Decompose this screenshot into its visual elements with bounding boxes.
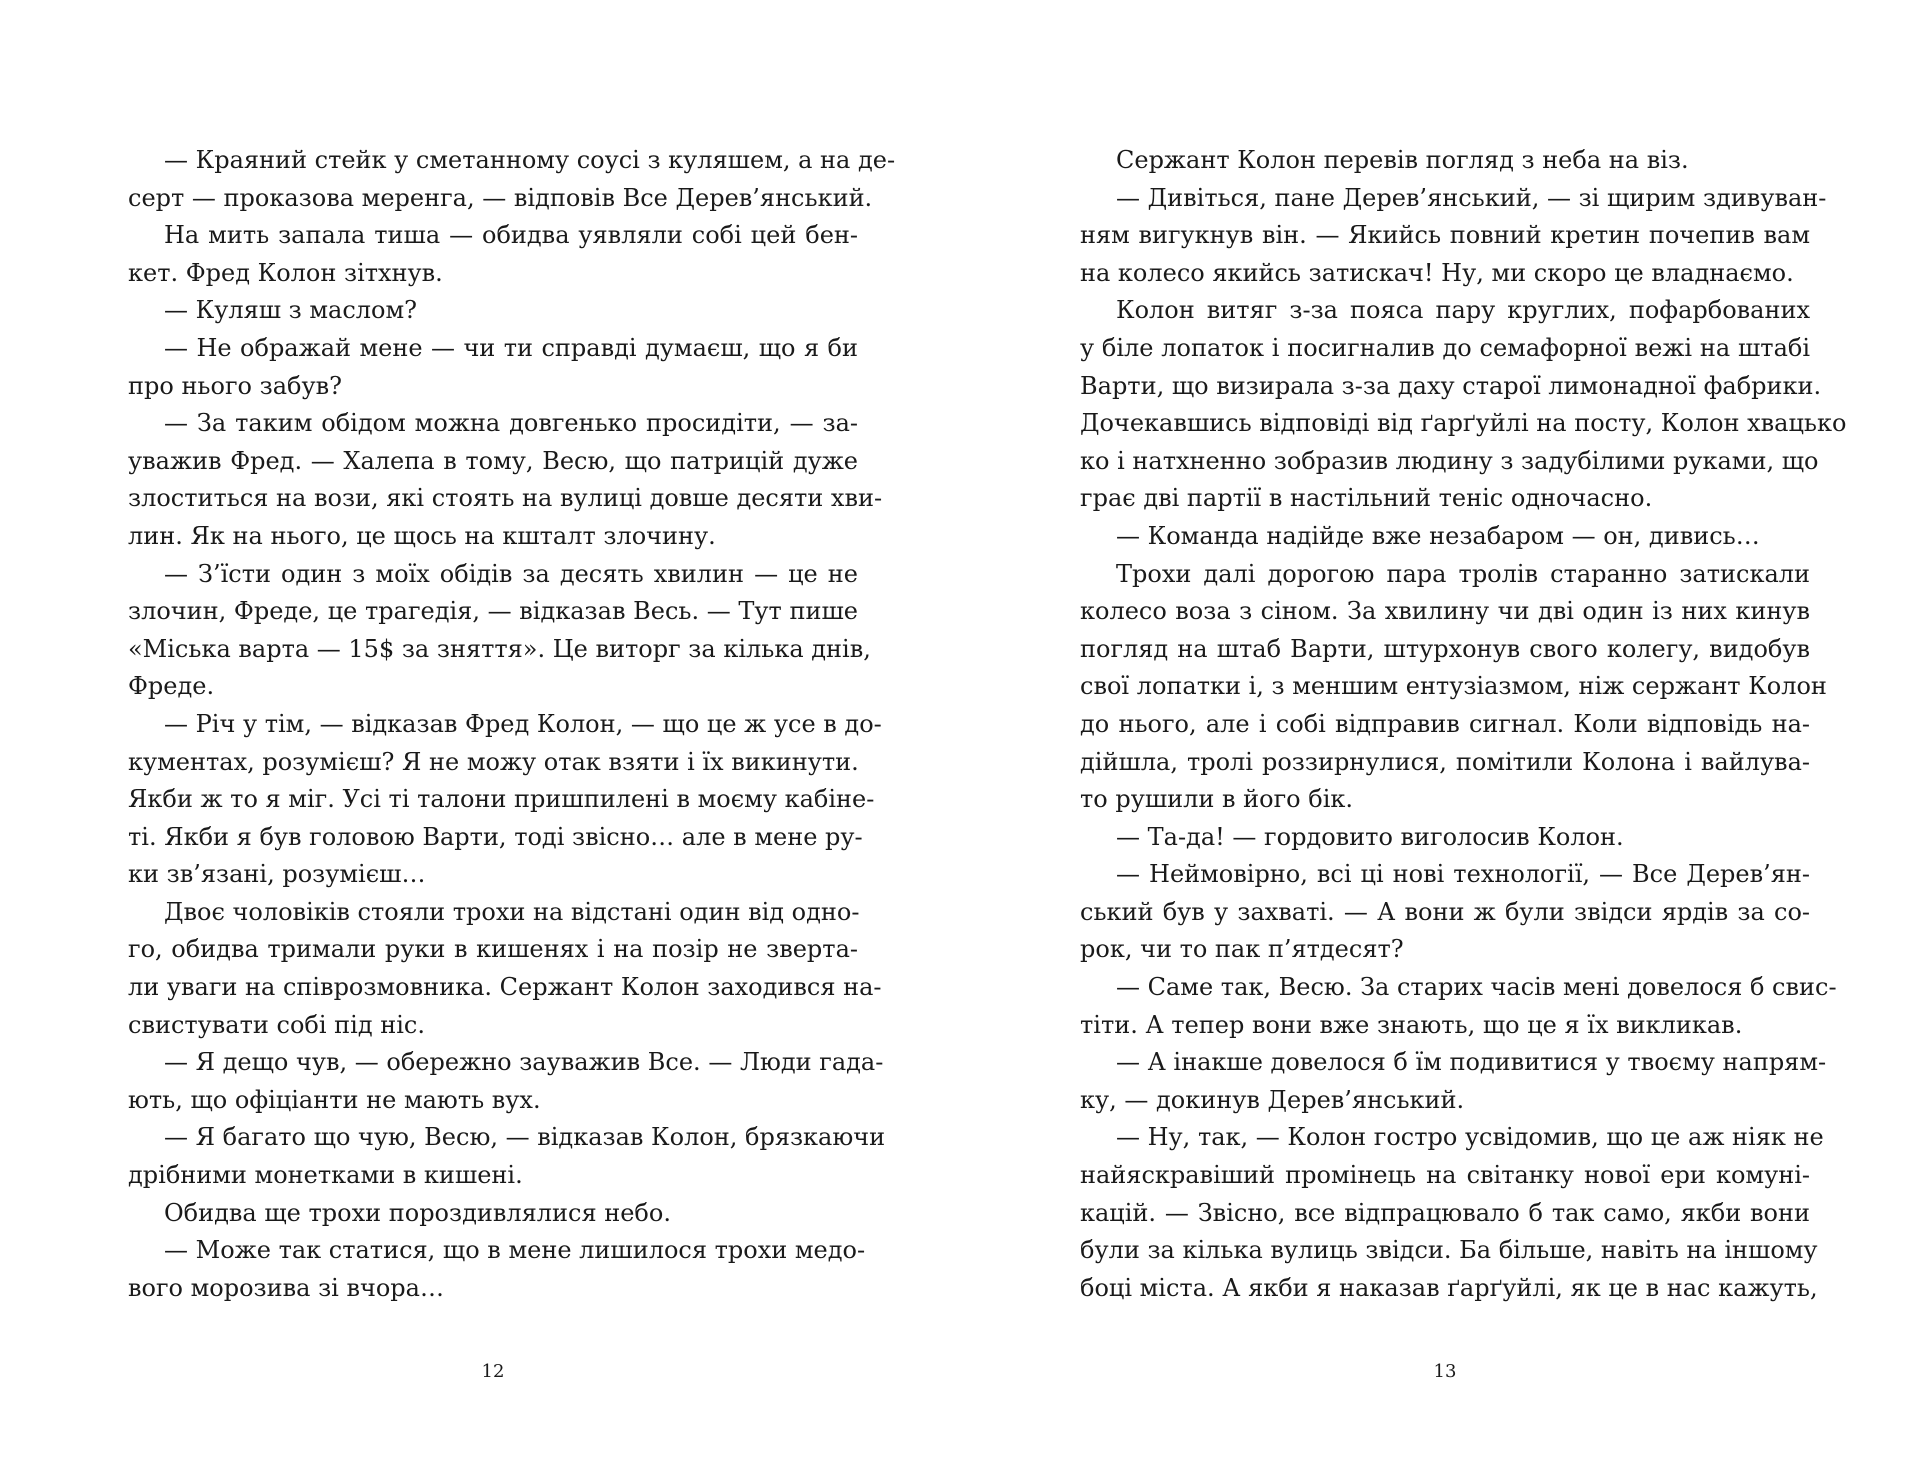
text-line: ку, — докинув Дерев’янський. — [1080, 1085, 1465, 1114]
text-line: — За таким обідом можна довгенько просидіти, — за- — [164, 409, 858, 438]
text-line: — Ну, так, — Колон гостро усвідомив, що це аж ніяк не — [1116, 1123, 1824, 1152]
text-line: серт — проказова меренга, — відповів Все Дерев’янський. — [128, 183, 873, 212]
text-line: ють, що офіціанти не мають вух. — [128, 1085, 541, 1114]
text-line: ський був у захваті. — А вони ж були звідси ярдів за со- — [1080, 897, 1810, 926]
text-line: — Куляш з маслом? — [164, 296, 418, 325]
text-line: кацій. — Звісно, все відпрацювало б так само, якби вони — [1080, 1198, 1810, 1227]
text-line: Якби ж то я міг. Усі ті талони пришпилені в моєму кабіне- — [128, 785, 875, 814]
text-line: рок, чи то пак п’ятдесят? — [1080, 935, 1404, 964]
text-line: Варти, що визирала з-за даху старої лимонадної фабрики. — [1080, 371, 1822, 400]
text-line: злоститься на вози, які стоять на вулиці довше десяти хви- — [128, 484, 883, 513]
text-line: грає дві партії в настільний теніс одночасно. — [1080, 484, 1653, 513]
text-line: го, обидва тримали руки в кишенях і на позір не зверта- — [128, 935, 858, 964]
text-line: — Саме так, Весю. За старих часів мені довелося б свис- — [1116, 973, 1837, 1002]
text-line: — Не ображай мене — чи ти справді думаєш, що я би — [164, 333, 858, 362]
text-line: Колон витяг з-за пояса пару круглих, пофарбованих — [1116, 296, 1810, 325]
text-line: Трохи далі дорогою пара тролів старанно затискали — [1116, 559, 1810, 588]
text-line: про нього забув? — [128, 371, 342, 400]
text-line: ко і натхненно зобразив людину з задубілими руками, що — [1080, 446, 1819, 475]
left-page-text — [128, 142, 896, 1307]
text-line: кументах, розумієш? Я не можу отак взяти і їх викинути. — [128, 747, 859, 776]
text-line: Фреде. — [128, 672, 215, 701]
text-line: свої лопатки і, з меншим ентузіазмом, ніж сержант Колон — [1080, 672, 1827, 701]
text-line: — З’їсти один з моїх обідів за десять хвилин — це не — [164, 559, 858, 588]
text-line: — Річ у тім, — відказав Фред Колон, — що це ж усе в до- — [164, 709, 882, 738]
text-line: до нього, але і собі відправив сигнал. Коли відповідь на- — [1080, 709, 1810, 738]
text-line: — Я дещо чув, — обережно зауважив Все. — Люди гада- — [164, 1048, 884, 1077]
text-line: — А інакше довелося б їм подивитися у твоєму напрям- — [1116, 1048, 1827, 1077]
text-line: Дочекавшись відповіді від ґарґуйлі на посту, Колон хвацько — [1080, 409, 1847, 438]
text-line: ням вигукнув він. — Якийсь повний кретин почепив вам — [1080, 221, 1810, 250]
right-page-text — [1080, 142, 1847, 1307]
text-line: кет. Фред Колон зітхнув. — [128, 258, 443, 287]
text-line: ті. Якби я був головою Варти, тоді звісно… але в мене ру- — [128, 822, 863, 851]
text-line: лин. Як на нього, це щось на кшталт злочину. — [128, 521, 716, 550]
text-line: уважив Фред. — Халепа в тому, Весю, що патрицій дуже — [128, 446, 858, 475]
text-line: то рушили в його бік. — [1080, 785, 1354, 814]
text-line: були за кілька вулиць звідси. Ба більше, навіть на іншому — [1080, 1236, 1818, 1265]
text-line: Сержант Колон перевів погляд з неба на віз. — [1116, 146, 1689, 174]
text-line: вого морозива зі вчора… — [128, 1273, 444, 1302]
text-line: боці міста. А якби я наказав ґарґуйлі, як це в нас кажуть, — [1080, 1273, 1818, 1302]
text-line: На мить запала тиша — обидва уявляли собі цей бен- — [164, 221, 858, 250]
text-line: дрібними монетками в кишені. — [128, 1161, 523, 1190]
page-number-right: 13 — [1433, 1361, 1457, 1382]
text-line: ки зв’язані, розумієш… — [128, 860, 426, 889]
text-line: — Неймовірно, всі ці нові технології, — Все Дерев’ян- — [1116, 860, 1810, 889]
text-line: Двоє чоловіків стояли трохи на відстані один від одно- — [164, 897, 860, 926]
text-line: Обидва ще трохи пороздивлялися небо. — [164, 1198, 671, 1227]
text-line: на колесо якийсь затискач! Ну, ми скоро це владнаємо. — [1080, 258, 1794, 287]
text-line: — Та-да! — гордовито виголосив Колон. — [1116, 822, 1624, 851]
text-line: ли уваги на співрозмовника. Сержант Колон заходився на- — [128, 973, 882, 1002]
text-line: колесо воза з сіном. За хвилину чи дві один із них кинув — [1080, 597, 1810, 626]
page-number-left: 12 — [481, 1361, 505, 1382]
text-line: дійшла, тролі роззирнулися, помітили Колона і вайлува- — [1080, 747, 1810, 776]
text-line: злочин, Фреде, це трагедія, — відказав Весь. — Тут пише — [128, 597, 858, 626]
text-line: погляд на штаб Варти, штурхонув свого колегу, видобув — [1080, 634, 1810, 663]
text-line: у біле лопаток і посигналив до семафорної вежі на штабі — [1080, 333, 1810, 362]
text-line: — Краяний стейк у сметанному соусі з куляшем, а на де- — [164, 146, 896, 174]
text-line: свистувати собі під ніс. — [128, 1010, 425, 1039]
text-line: — Я багато що чую, Весю, — відказав Колон, брязкаючи — [164, 1123, 886, 1152]
text-line: «Міська варта — 15$ за зняття». Це виторг за кілька днів, — [128, 634, 871, 663]
text-line: — Дивіться, пане Дерев’янський, — зі щирим здивуван- — [1116, 183, 1827, 212]
text-line: — Може так статися, що в мене лишилося трохи медо- — [164, 1236, 866, 1265]
text-line: тіти. А тепер вони вже знають, що це я їх викликав. — [1080, 1010, 1743, 1039]
text-line: — Команда надійде вже незабаром — он, дивись… — [1116, 521, 1760, 550]
text-line: найяскравіший промінець на світанку нової ери комуні- — [1080, 1161, 1810, 1190]
